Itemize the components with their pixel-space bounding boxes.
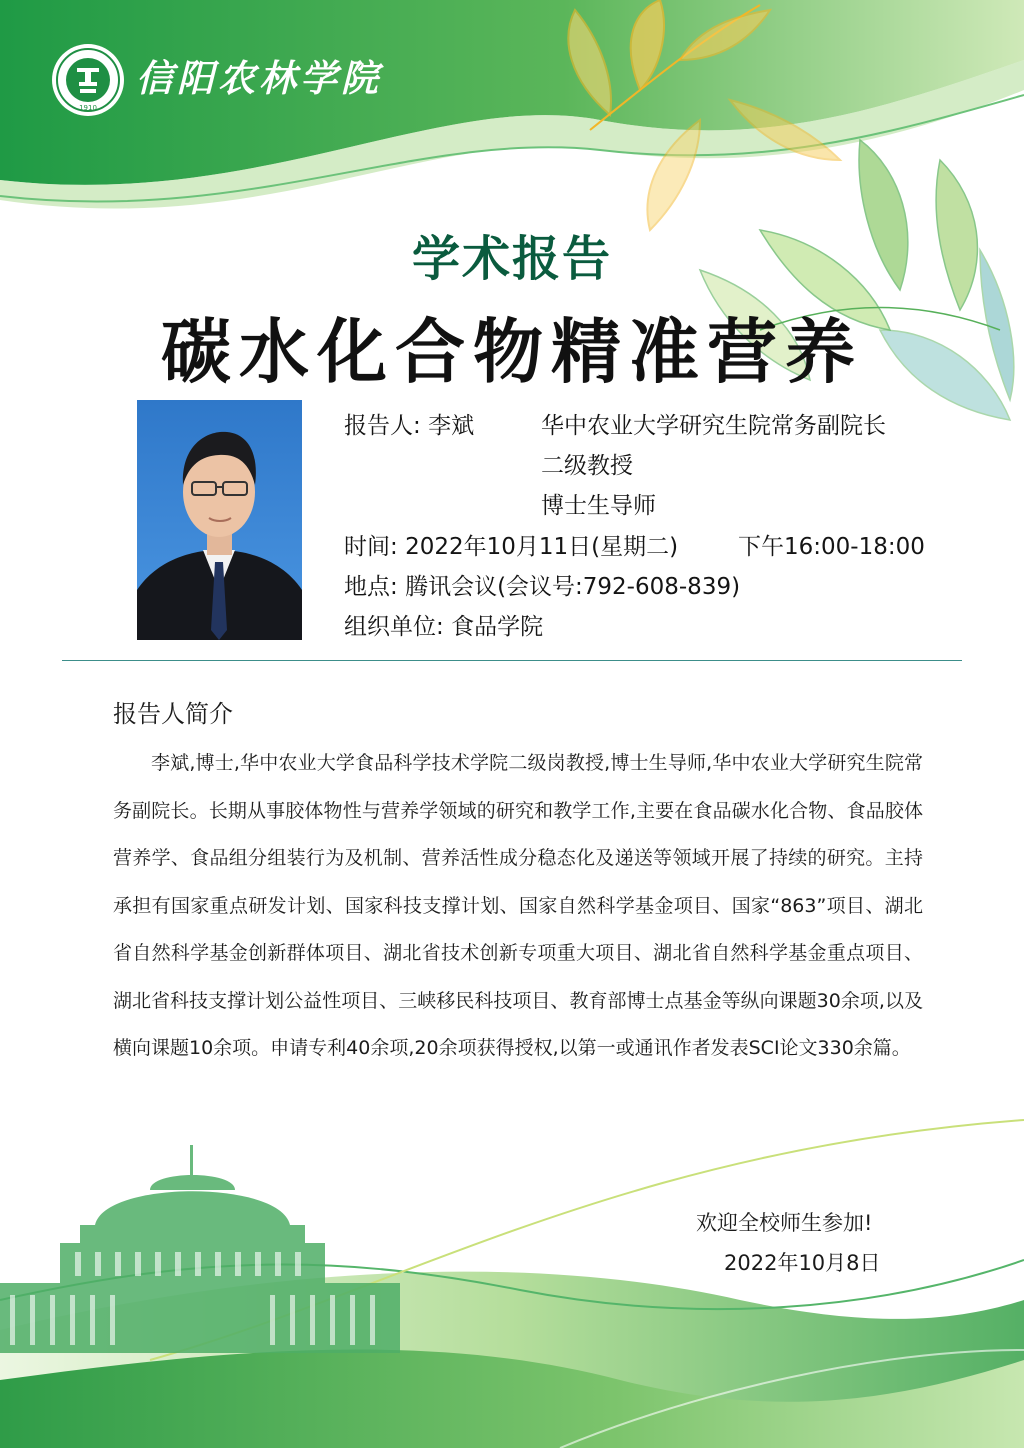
speaker-title-2: 二级教授 <box>541 453 633 479</box>
time-hours: 下午16:00-18:00 <box>738 534 925 560</box>
speaker-photo <box>137 400 302 640</box>
organizer-value: 食品学院 <box>451 614 544 640</box>
school-name-logo: 信阳农林学院 <box>136 56 382 100</box>
organizer-label: 组织单位: <box>344 614 444 640</box>
speaker-title-1: 华中农业大学研究生院常务副院长 <box>541 413 886 439</box>
time-date: 2022年10月11日(星期二) <box>405 534 679 560</box>
bio-heading: 报告人简介 <box>113 700 233 728</box>
speaker-title-3: 博士生导师 <box>541 493 656 519</box>
speaker-label: 报告人: <box>344 413 421 439</box>
welcome-message: 欢迎全校师生参加! <box>696 1211 873 1235</box>
speaker-name: 李斌 <box>428 413 475 439</box>
school-emblem-icon <box>50 42 126 118</box>
bio-paragraph: 李斌,博士,华中农业大学食品科学技术学院二级岗教授,博士生导师,华中农业大学研究生院常务副院长。长期从事胶体物性与营养学领域的研究和教学工作,主要在食品碳水化合物、食品胶体营养学、食品组分组装行为及机制、营养活性成分稳态化及递送等领域开展了持续的研究。主持承担有国家重点研发计划、国家科技支撑计划、国家自然科学基金项目、国家“863”项目、湖北省自然科学基金创新群体项目、湖北省技术创新专项重大项目、湖北省自然科学基金重点项目、湖北省科技支撑计划公益性项目、三峡移民科技项目、教育部博士点基金等纵向课题30余项,以及横向课题10余项。申请专利40余项,20余项获得授权,以第一或通讯作者发表SCI论文330余篇。 <box>113 752 923 1059</box>
section-divider <box>62 660 962 661</box>
location-label: 地点: <box>344 574 398 600</box>
report-kicker: 学术报告 <box>411 231 612 287</box>
time-label: 时间: <box>344 534 398 560</box>
report-title: 碳水化合物精准营养 <box>161 311 863 393</box>
svg-text:1910: 1910 <box>79 104 97 112</box>
location-value: 腾讯会议(会议号:792-608-839) <box>405 574 741 600</box>
notice-date: 2022年10月8日 <box>724 1251 881 1275</box>
